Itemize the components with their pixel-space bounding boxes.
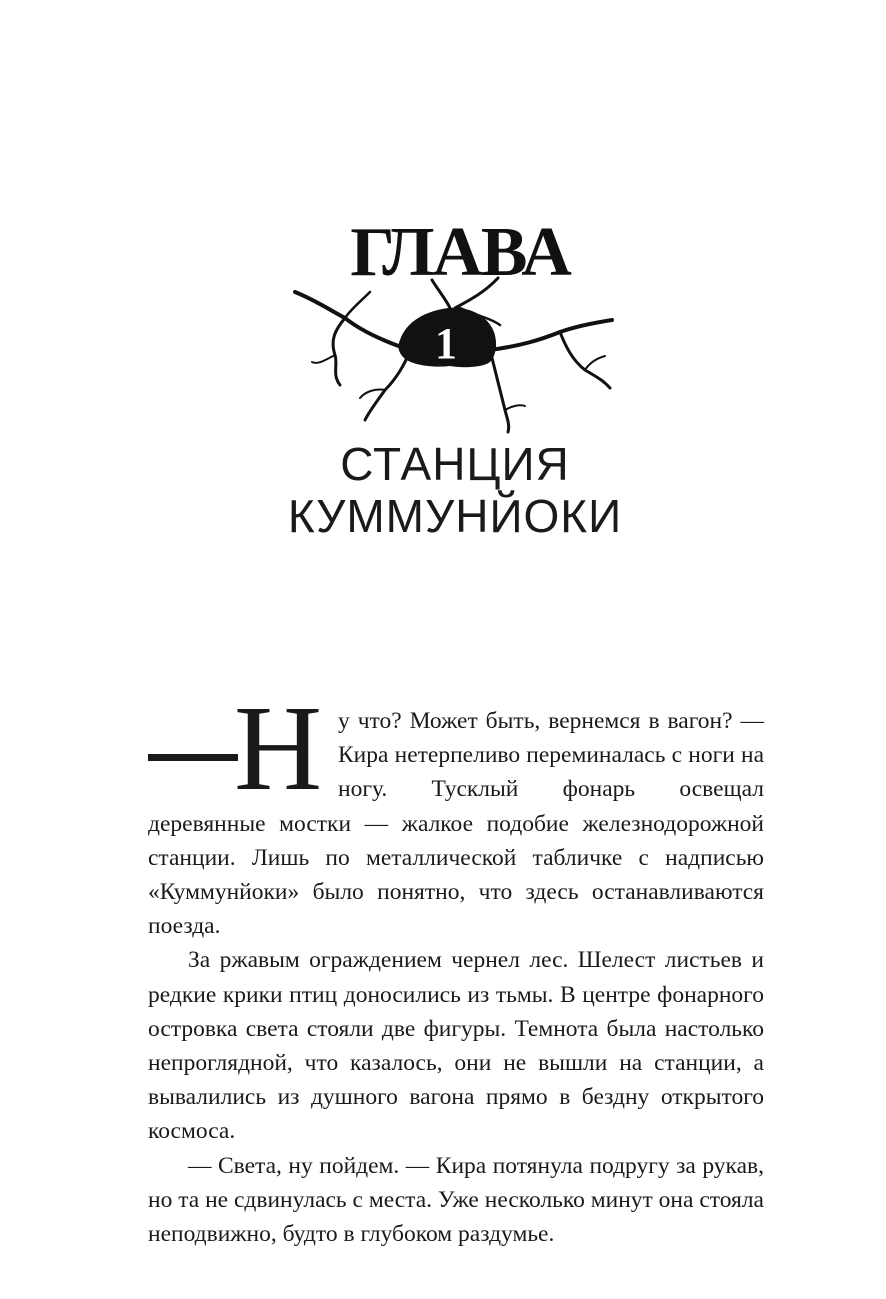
body-text [148, 681, 764, 1251]
drop-cap-dash [148, 754, 238, 761]
paragraph-1 [148, 681, 764, 943]
paragraph-3: — Света, ну пойдем. — Кира потянула подругу за рукав, но та не сдвинулась с места. Уже несколько минут она стояла неподвижно, будто в глубоком раздумье. [148, 1152, 764, 1248]
drop-cap-letter: Н [234, 681, 323, 816]
drop-cap [148, 681, 328, 816]
paragraph-1-text: у что? Может быть, вернемся в вагон? — Кира нетерпеливо переминалась с ноги на ногу. Тусклый фонарь освещал деревянные мостки — жалкое подобие железнодорожной станции. Лишь по металлической табличке с надписью «Куммунйоки» было понятно, что здесь останавливаются поезда. [148, 708, 764, 940]
chapter-title [0, 438, 886, 542]
chapter-label: ГЛАВА [350, 214, 570, 291]
chapter-title-line1: СТАНЦИЯ [340, 438, 570, 490]
crack-ornament [0, 270, 886, 440]
paragraph-2: За ржавым ограждением чернел лес. Шелест листьев и редкие крики птиц доносились из тьмы. В центре фонарного островка света стояли две фигуры. Темнота была настолько непроглядной, что казалось, они не вышли на станции, а вывалились из душного вагона прямо в бездну открытого космоса. [148, 947, 764, 1145]
chapter-title-line2: КУММУНЙОКИ [287, 490, 623, 542]
chapter-number: 1 [435, 319, 457, 368]
